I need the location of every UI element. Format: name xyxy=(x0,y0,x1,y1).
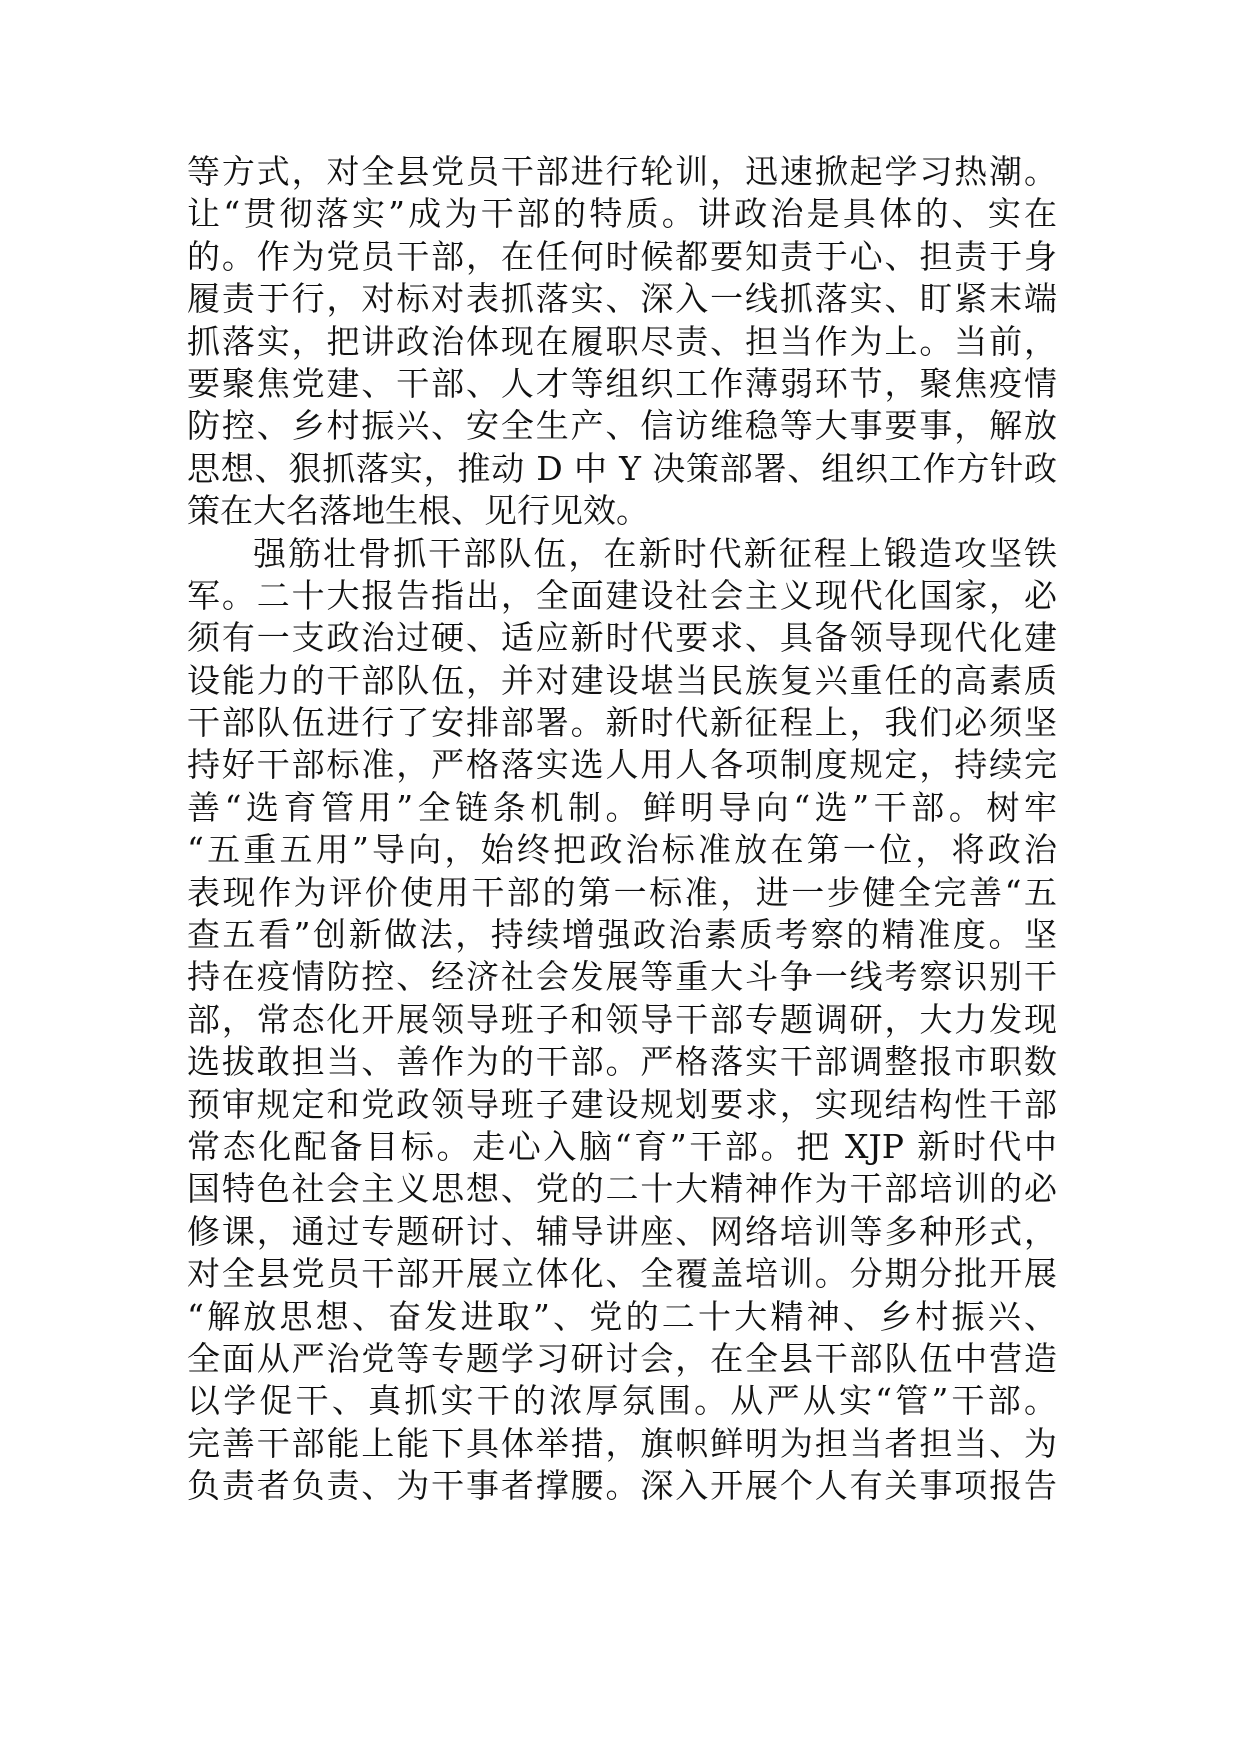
text-line: 选拔敢担当、善作为的干部。严格落实干部调整报市职数 xyxy=(187,1042,1057,1082)
text-line: “五重五用”导向，始终把政治标准放在第一位，将政治 xyxy=(187,830,1057,870)
text-line: 要聚焦党建、干部、人才等组织工作薄弱环节，聚焦疫情 xyxy=(187,363,1057,403)
text-line: 以学促干、真抓实干的浓厚氛围。从严从实“管”干部。 xyxy=(187,1381,1057,1421)
text-line: 全面从严治党等专题学习研讨会，在全县干部队伍中营造 xyxy=(187,1338,1057,1378)
text-line: 干部队伍进行了安排部署。新时代新征程上，我们必须坚 xyxy=(187,703,1057,743)
text-line: 军。二十大报告指出，全面建设社会主义现代化国家，必 xyxy=(187,575,1057,615)
text-line: 完善干部能上能下具体举措，旗帜鲜明为担当者担当、为 xyxy=(187,1423,1057,1463)
text-line: 抓落实，把讲政治体现在履职尽责、担当作为上。当前， xyxy=(187,321,1057,361)
text-line: 设能力的干部队伍，并对建设堪当民族复兴重任的高素质 xyxy=(187,660,1057,700)
paragraph-end-line: 策在大名落地生根、见行见效。 xyxy=(187,491,649,531)
text-line: 对全县党员干部开展立体化、全覆盖培训。分期分批开展 xyxy=(187,1254,1057,1294)
text-line: 修课，通过专题研讨、辅导讲座、网络培训等多种形式， xyxy=(187,1211,1057,1251)
text-line: 国特色社会主义思想、党的二十大精神作为干部培训的必 xyxy=(187,1169,1057,1209)
text-line: 让“贯彻落实”成为干部的特质。讲政治是具体的、实在 xyxy=(187,194,1057,234)
text-line: 预审规定和党政领导班子建设规划要求，实现结构性干部 xyxy=(187,1084,1057,1124)
text-line: 的。作为党员干部，在任何时候都要知责于心、担责于身 xyxy=(187,236,1057,276)
text-line: “解放思想、奋发进取”、党的二十大精神、乡村振兴、 xyxy=(187,1296,1057,1336)
text-line: 善“选育管用”全链条机制。鲜明导向“选”干部。树牢 xyxy=(187,787,1057,827)
text-line: 负责者负责、为干事者撑腰。深入开展个人有关事项报告 xyxy=(187,1466,1057,1506)
text-line: 履责于行，对标对表抓落实、深入一线抓落实、盯紧末端 xyxy=(187,279,1057,319)
text-line: 表现作为评价使用干部的第一标准，进一步健全完善“五 xyxy=(187,872,1057,912)
text-line: 思想、狠抓落实，推动 D 中 Y 决策部署、组织工作方针政 xyxy=(187,448,1057,488)
body-text xyxy=(187,151,1057,1508)
text-line: 防控、乡村振兴、安全生产、信访维稳等大事要事，解放 xyxy=(187,406,1057,446)
text-line: 持在疫情防控、经济社会发展等重大斗争一线考察识别干 xyxy=(187,957,1057,997)
text-line: 须有一支政治过硬、适应新时代要求、具备领导现代化建 xyxy=(187,618,1057,658)
text-line: 查五看”创新做法，持续增强政治素质考察的精准度。坚 xyxy=(187,915,1057,955)
text-line: 持好干部标准，严格落实选人用人各项制度规定，持续完 xyxy=(187,745,1057,785)
text-line: 等方式，对全县党员干部进行轮训，迅速掀起学习热潮。 xyxy=(187,152,1057,191)
paragraph-first-line: 强筋壮骨抓干部队伍，在新时代新征程上锻造攻坚铁 xyxy=(253,533,1057,573)
text-line: 常态化配备目标。走心入脑“育”干部。把 XJP 新时代中 xyxy=(187,1126,1057,1166)
text-line: 部，常态化开展领导班子和领导干部专题调研，大力发现 xyxy=(187,999,1057,1039)
